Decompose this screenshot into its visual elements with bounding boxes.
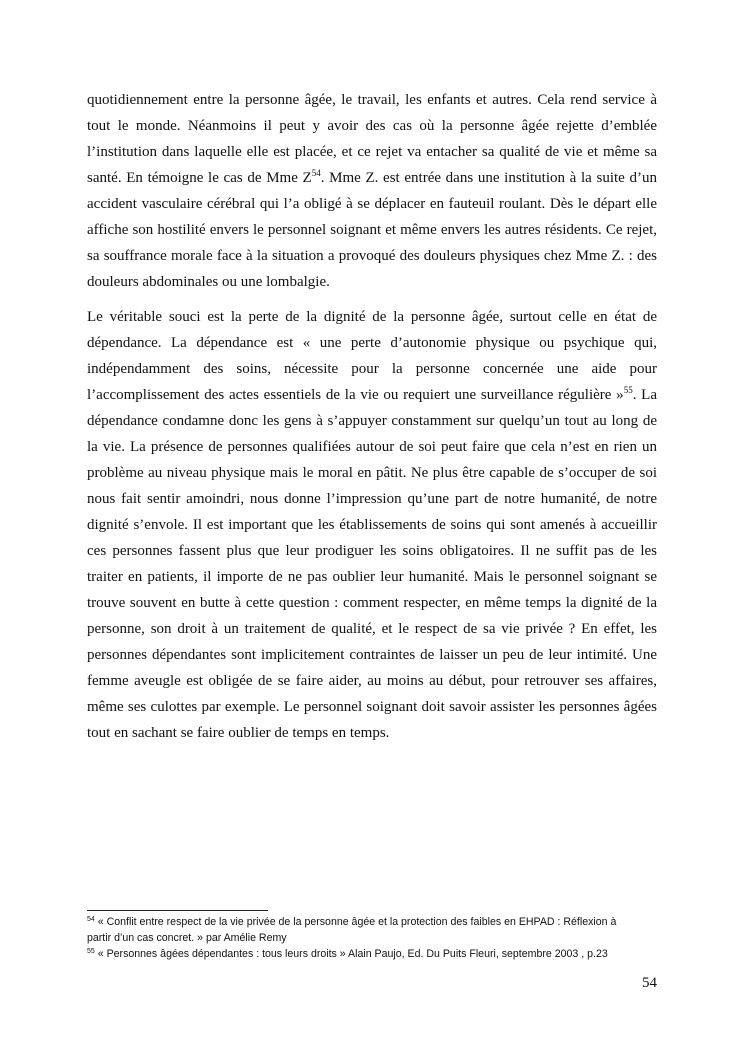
footnote-text: partir d’un cas concret. » par Amélie Remy <box>87 932 287 944</box>
text-line: douleurs abdominales ou une lombalgie. <box>87 274 330 290</box>
footnote-text: « Conflit entre respect de la vie privée de la personne âgée et la protection des faibles en EHPAD : Réflexion à <box>97 916 617 928</box>
text-line: traiter en patients, il importe de ne pas oublier leur humanité. Mais le personnel soignant se <box>87 569 657 585</box>
text-line: personne, son droit à un traitement de qualité, et le respect de sa vie privée ? En effet, les <box>87 621 657 637</box>
text-line: problème au niveau physique mais le moral en pâtit. Ne plus être capable de s’occuper de soi <box>87 465 657 481</box>
text-line: trouve souvent en butte à cette question : comment respecter, en même temps la dignité de la <box>87 595 657 611</box>
footnote-55 <box>87 946 662 962</box>
text-line <box>87 382 657 408</box>
text-line: sa souffrance morale face à la situation a provoqué des douleurs physiques chez Mme Z. : des <box>87 248 657 264</box>
text-segment: . La <box>632 387 657 403</box>
text-line: quotidiennement entre la personne âgée, le travail, les enfants et autres. Cela rend service à <box>87 92 657 108</box>
text-line: dépendance condamne donc les gens à s’appuyer constamment sur quelqu’un tout au long de <box>87 413 657 429</box>
footnote-reference: 55 <box>623 385 633 395</box>
footnote-separator <box>87 910 268 911</box>
text-line: Le véritable souci est la perte de la dignité de la personne âgée, surtout celle en état de <box>87 309 657 325</box>
text-line <box>87 165 657 191</box>
text-line: femme aveugle est obligée de se faire aider, au moins au début, pour retrouver ses affaires, <box>87 673 657 689</box>
text-line: tout en sachant se faire oublier de temps en temps. <box>87 725 390 741</box>
text-line: affiche son hostilité envers le personnel soignant et même envers les autres résidents. Ce rejet, <box>87 222 657 238</box>
text-segment: l’accomplissement des actes essentiels de la vie ou requiert une surveillance régulière » <box>87 387 624 403</box>
text-line: la vie. La présence de personnes qualifiées autour de soi peut faire que cela n’est en rien un <box>87 439 657 455</box>
footnote-number: 55 <box>87 948 95 955</box>
paragraph-2 <box>87 304 657 746</box>
text-line: ces personnes fassent plus que leur prodiguer les soins obligatoires. Il ne suffit pas de les <box>87 543 657 559</box>
text-line: dépendance. La dépendance est « une perte d’autonomie physique ou psychique qui, <box>87 335 657 351</box>
text-line: tout le monde. Néanmoins il peut y avoir des cas où la personne âgée rejette d’emblée <box>87 118 657 134</box>
text-line: même ses culottes par exemple. Le personnel soignant doit savoir assister les personnes âgées <box>87 699 657 715</box>
text-line: nous fait sentir amoindri, nous donne l’impression qu’une part de notre humanité, de notre <box>87 491 657 507</box>
footnote-54 <box>87 914 662 946</box>
text-segment: santé. En témoigne le cas de Mme Z <box>87 170 312 186</box>
text-line: l’institution dans laquelle elle est placée, et ce rejet va entacher sa qualité de vie et même sa <box>87 144 657 160</box>
text-line: dignité s’envole. Il est important que les établissements de soins qui sont amenés à accueillir <box>87 517 657 533</box>
text-line: indépendamment des soins, nécessite pour la personne concernée une aide pour <box>87 361 657 377</box>
text-segment: . Mme Z. est entrée dans une institution à la suite d’un <box>320 170 657 186</box>
text-line: accident vasculaire cérébral qui l’a obligé à se déplacer en fauteuil roulant. Dès le départ elle <box>87 196 657 212</box>
text-line: personnes dépendantes sont implicitement contraintes de laisser un peu de leur intimité. Une <box>87 647 657 663</box>
footnote-reference: 54 <box>311 168 321 178</box>
footnote-number: 54 <box>87 916 95 923</box>
footnote-text: « Personnes âgées dépendantes : tous leurs droits » Alain Paujo, Ed. Du Puits Fleuri, septembre 2003 , p.23 <box>97 948 608 960</box>
paragraph-1 <box>87 87 657 295</box>
page-number: 54 <box>642 975 657 991</box>
